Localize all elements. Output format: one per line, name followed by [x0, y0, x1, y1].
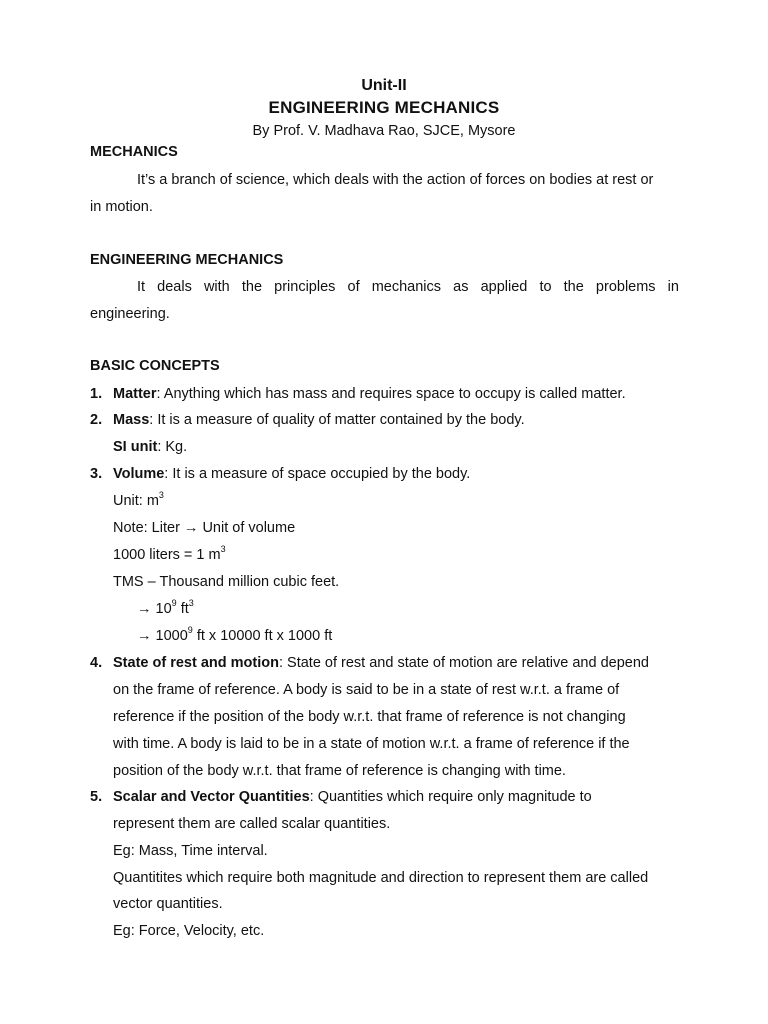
word: deals	[157, 279, 192, 295]
tms-conversion-1	[137, 600, 194, 618]
superscript: 9	[171, 598, 177, 609]
tms-conversion-2	[137, 627, 332, 645]
definition-text: : Quantities which require only magnitude to	[309, 789, 592, 805]
definition-matter: : Anything which has mass and requires space to occupy is called matter.	[156, 386, 626, 402]
scalar-vector-line2: represent them are called scalar quantities.	[113, 816, 391, 832]
term-si-unit: SI unit	[113, 439, 158, 455]
word: to	[539, 279, 552, 295]
scalar-example: Eg: Mass, Time interval.	[113, 843, 268, 859]
word: with	[203, 279, 230, 295]
scalar-vector-line3: Quantitites which require both magnitude and direction to represent them are called	[113, 870, 649, 886]
item-rest-motion-line1	[113, 654, 679, 672]
mass-si-unit	[113, 438, 187, 456]
unit-title: Unit-II	[361, 77, 407, 94]
item-number: 3.	[90, 466, 103, 482]
word: the	[563, 279, 584, 295]
word: problems	[595, 279, 656, 295]
rest-motion-line3: reference if the position of the body w.r.t. that frame of reference is not changing	[113, 709, 626, 725]
item-number: 1.	[90, 386, 103, 402]
volume-note: Note: Liter → Unit of volume	[113, 520, 296, 536]
engineering-mechanics-definition-line1	[137, 278, 679, 296]
engineering-mechanics-heading: ENGINEERING MECHANICS	[90, 252, 284, 268]
superscript: 3	[220, 544, 226, 555]
rest-motion-line2: on the frame of reference. A body is said to be in a state of rest w.r.t. a frame of	[113, 682, 620, 698]
arrow-icon: →	[137, 628, 152, 644]
definition-volume: : It is a measure of space occupied by the body.	[164, 466, 471, 482]
basic-concepts-heading: BASIC CONCEPTS	[90, 358, 220, 374]
author-byline: By Prof. V. Madhava Rao, SJCE, Mysore	[252, 123, 516, 139]
word: applied	[480, 279, 528, 295]
unit-text: ft	[176, 601, 189, 617]
word: the	[241, 279, 263, 295]
power-base: 1000	[155, 628, 188, 644]
mechanics-definition-line1: It’s a branch of science, which deals with the action of forces on bodies at rest or	[137, 172, 654, 188]
word: as	[453, 279, 469, 295]
superscript: 3	[158, 490, 164, 501]
superscript: 3	[188, 598, 194, 609]
engineering-mechanics-definition-line2: engineering.	[90, 306, 170, 322]
volume-unit	[113, 492, 164, 510]
item-mass	[113, 411, 525, 429]
term-volume: Volume	[113, 466, 165, 482]
document-title: ENGINEERING MECHANICS	[268, 98, 500, 117]
tms-definition: TMS – Thousand million cubic feet.	[113, 574, 340, 590]
item-scalar-vector-line1	[113, 788, 592, 806]
definition-mass: : It is a measure of quality of matter contained by the body.	[149, 412, 525, 428]
superscript: 9	[187, 625, 193, 636]
power-base: 10	[155, 601, 172, 617]
conversion-text: ft x 10000 ft x 1000 ft	[192, 628, 333, 644]
item-volume	[113, 465, 470, 483]
mechanics-definition-line2: in motion.	[90, 199, 153, 215]
rest-motion-line4: with time. A body is laid to be in a state of motion w.r.t. a frame of reference if the	[113, 736, 630, 752]
vector-example: Eg: Force, Velocity, etc.	[113, 923, 265, 939]
term-mass: Mass	[113, 412, 150, 428]
item-number: 5.	[90, 789, 103, 805]
liters-conversion	[113, 546, 226, 564]
scalar-vector-line4: vector quantities.	[113, 896, 223, 912]
word: of	[347, 279, 360, 295]
item-number: 2.	[90, 412, 103, 428]
definition-text: : State of rest and state of motion are relative and depend	[278, 655, 649, 671]
rest-motion-line5: position of the body w.r.t. that frame of reference is changing with time.	[113, 763, 566, 779]
word: mechanics	[371, 279, 442, 295]
si-unit-value: : Kg.	[157, 439, 188, 455]
volume-unit-text: Unit: m	[113, 493, 159, 509]
liters-text: 1000 liters = 1 m	[113, 547, 221, 563]
item-number: 4.	[90, 655, 103, 671]
word: It	[137, 279, 146, 295]
word: principles	[274, 279, 336, 295]
word: in	[667, 279, 679, 295]
term-scalar-vector: Scalar and Vector Quantities	[113, 789, 310, 805]
term-matter: Matter	[113, 386, 157, 402]
term-rest-motion: State of rest and motion	[113, 655, 279, 671]
mechanics-heading: MECHANICS	[90, 144, 178, 160]
item-matter	[113, 385, 626, 403]
arrow-icon: →	[137, 601, 152, 617]
